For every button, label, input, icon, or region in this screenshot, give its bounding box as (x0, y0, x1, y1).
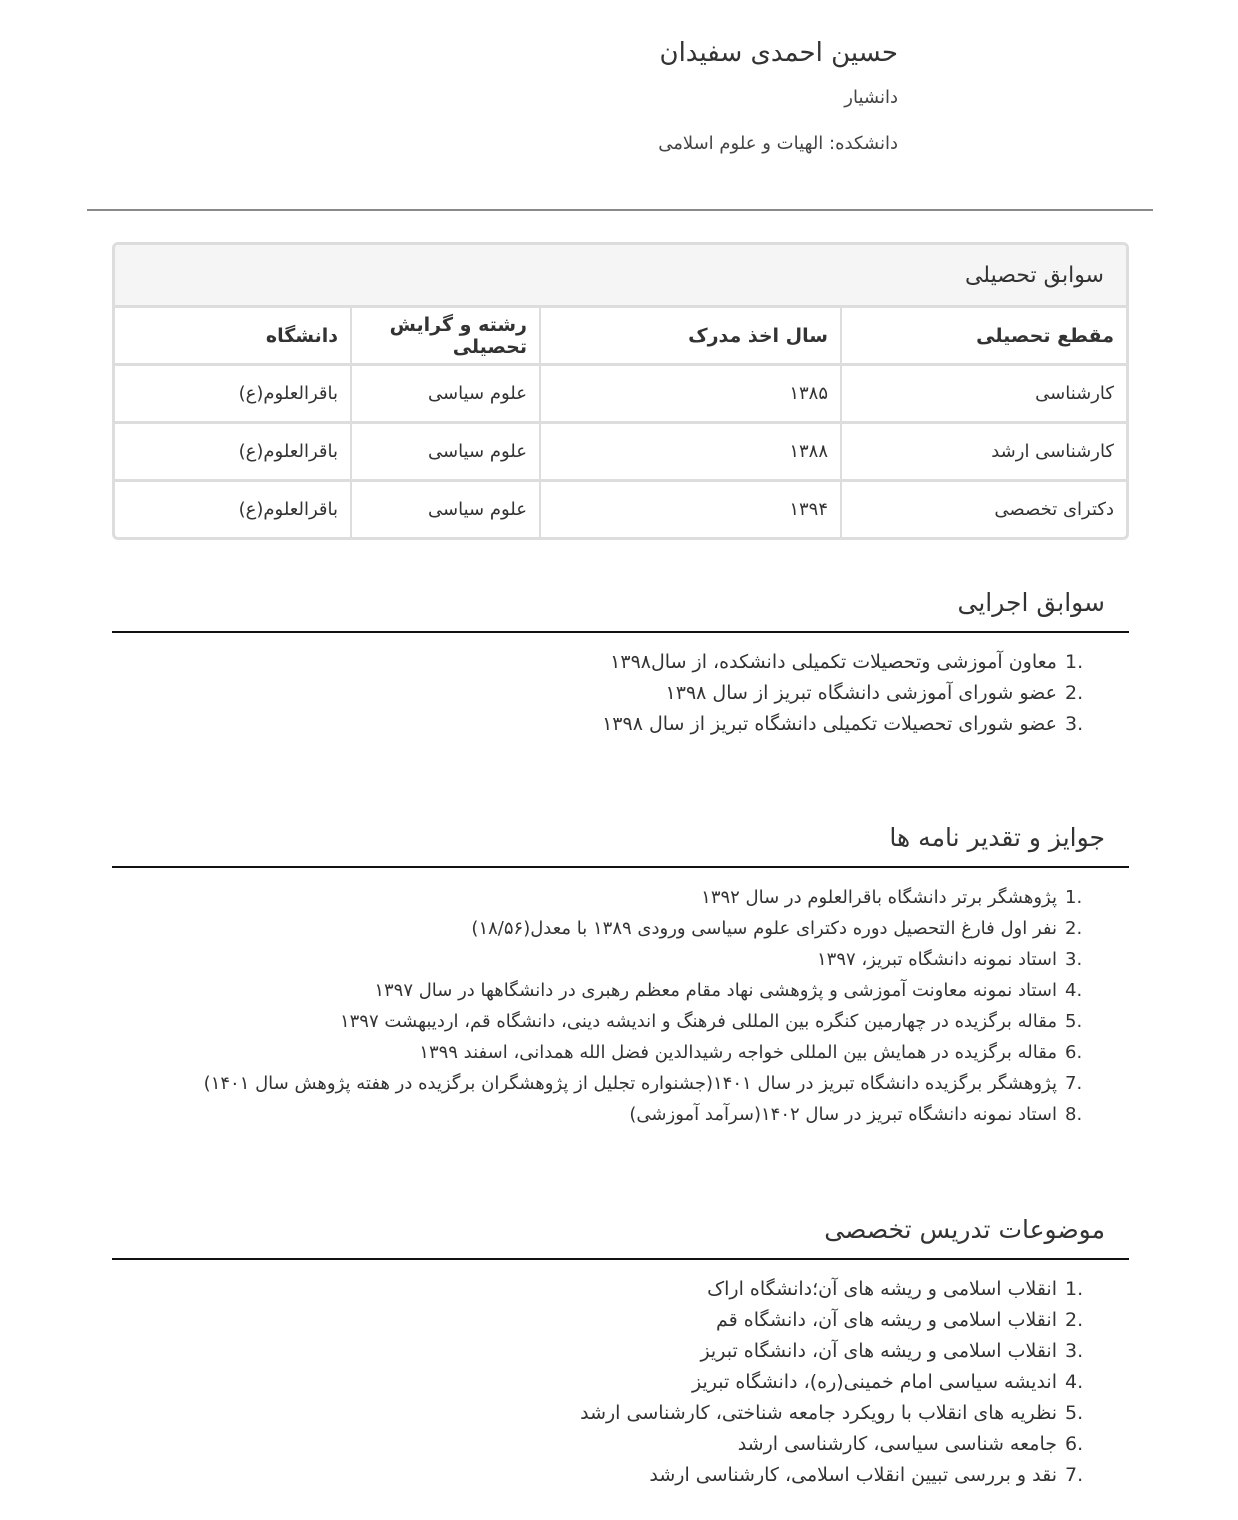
column-header-year: سال اخذ مدرک (540, 308, 841, 365)
education-panel-title: سوابق تحصیلی (115, 245, 1126, 308)
list-item (112, 1460, 1095, 1491)
list-item (112, 678, 1095, 709)
list-item (112, 1006, 1095, 1037)
cell-field: علوم سیاسی (351, 423, 540, 481)
list-item-number: 5. (1065, 1011, 1083, 1032)
list-item (112, 1429, 1095, 1460)
profile-header (298, 30, 898, 156)
list-item-text: انقلاب اسلامی و ریشه های آن؛دانشگاه اراک (707, 1278, 1057, 1300)
list-item-number: 1. (1065, 651, 1084, 673)
list-item-number: 1. (1065, 887, 1083, 908)
cell-year: ۱۳۸۵ (540, 365, 841, 423)
list-item-number: 2. (1065, 1309, 1084, 1331)
cell-field: علوم سیاسی (351, 365, 540, 423)
list-item (112, 1037, 1095, 1068)
list-item-number: 8. (1065, 1104, 1083, 1125)
cell-year: ۱۳۸۸ (540, 423, 841, 481)
cell-university: باقرالعلوم(ع) (238, 499, 338, 520)
list-item-text: پژوهشگر برتر دانشگاه باقرالعلوم در سال ۱۳۹۲ (701, 887, 1057, 908)
list-item-text: معاون آموزشی وتحصیلات تکمیلی دانشکده، از سال۱۳۹۸ (610, 651, 1057, 673)
list-item-number: 3. (1065, 949, 1083, 970)
list-item (112, 1398, 1095, 1429)
list-item (112, 647, 1095, 678)
list-item-number: 2. (1065, 918, 1083, 939)
list-item-number: 1. (1065, 1278, 1084, 1300)
teaching-list (112, 1274, 1129, 1491)
list-item-text: عضو شورای آموزشی دانشگاه تبریز از سال ۱۳۹۸ (665, 682, 1057, 704)
list-item-text: استاد نمونه دانشگاه تبریز، ۱۳۹۷ (816, 949, 1057, 970)
professor-name: حسین احمدی سفیدان (659, 38, 898, 68)
list-item-number: 7. (1065, 1073, 1083, 1094)
list-item-text: انقلاب اسلامی و ریشه های آن، دانشگاه تبریز (700, 1340, 1057, 1362)
education-panel (112, 242, 1129, 540)
table-row (115, 481, 1126, 538)
header-divider (87, 209, 1153, 211)
executive-section (112, 575, 1129, 740)
list-item-number: 3. (1065, 1340, 1084, 1362)
list-item (112, 913, 1095, 944)
table-row (115, 423, 1126, 481)
list-item-number: 4. (1065, 1371, 1084, 1393)
list-item-text: استاد نمونه دانشگاه تبریز در سال ۱۴۰۲(سرآمد آموزشی) (629, 1104, 1057, 1125)
academic-rank: دانشیار (844, 87, 898, 108)
list-item-text: انقلاب اسلامی و ریشه های آن، دانشگاه قم (716, 1309, 1057, 1331)
executive-section-title: سوابق اجرایی (112, 575, 1129, 633)
list-item (112, 1099, 1095, 1130)
list-item-number: 3. (1065, 713, 1084, 735)
list-item-number: 5. (1065, 1402, 1084, 1424)
list-item (112, 1068, 1095, 1099)
teaching-section (112, 1202, 1129, 1491)
cell-degree: کارشناسی (841, 365, 1126, 423)
list-item-text: نفر اول فارغ التحصیل دوره دکترای علوم سیاسی ورودی ۱۳۸۹ با معدل(۱۸/۵۶) (471, 918, 1057, 939)
list-item (112, 709, 1095, 740)
list-item-number: 4. (1065, 980, 1083, 1001)
awards-section-title: جوایز و تقدیر نامه ها (112, 810, 1129, 868)
education-table-header-row (115, 308, 1126, 365)
table-row (115, 365, 1126, 423)
column-header-field: رشته و گرایش تحصیلی (351, 308, 540, 365)
list-item-text: مقاله برگزیده در چهارمین کنگره بین المللی فرهنگ و اندیشه دینی، دانشگاه قم، اردیبهشت ۱۳۹۷ (339, 1011, 1057, 1032)
list-item-text: اندیشه سیاسی امام خمینی(ره)، دانشگاه تبریز (692, 1371, 1057, 1393)
list-item (112, 1305, 1095, 1336)
awards-list (112, 882, 1129, 1130)
executive-list (112, 647, 1129, 740)
list-item-number: 2. (1065, 682, 1084, 704)
list-item (112, 1336, 1095, 1367)
list-item-text: مقاله برگزیده در همایش بین المللی خواجه رشیدالدین فضل الله همدانی، اسفند ۱۳۹۹ (419, 1042, 1057, 1063)
list-item-text: نقد و بررسی تبیین انقلاب اسلامی، کارشناسی ارشد (649, 1464, 1057, 1486)
teaching-section-title: موضوعات تدریس تخصصی (112, 1202, 1129, 1260)
education-table (115, 308, 1126, 537)
cell-field: علوم سیاسی (351, 481, 540, 538)
list-item-number: 6. (1065, 1042, 1083, 1063)
list-item (112, 975, 1095, 1006)
faculty-name: دانشکده: الهیات و علوم اسلامی (658, 133, 898, 154)
column-header-university: دانشگاه (115, 308, 351, 365)
cell-university: باقرالعلوم(ع) (115, 423, 351, 481)
list-item (112, 1274, 1095, 1305)
cell-year: ۱۳۹۴ (540, 481, 841, 538)
awards-section (112, 810, 1129, 1130)
cell-university: باقرالعلوم(ع) (115, 365, 351, 423)
cell-degree: دکترای تخصصی (841, 481, 1126, 538)
list-item (112, 1367, 1095, 1398)
column-header-degree: مقطع تحصیلی (841, 308, 1126, 365)
list-item-text: عضو شورای تحصیلات تکمیلی دانشگاه تبریز از سال ۱۳۹۸ (602, 713, 1057, 735)
list-item-text: جامعه شناسی سیاسی، کارشناسی ارشد (737, 1433, 1057, 1455)
cell-degree: کارشناسی ارشد (841, 423, 1126, 481)
list-item-number: 7. (1065, 1464, 1084, 1486)
list-item-number: 6. (1065, 1433, 1084, 1455)
list-item-text: استاد نمونه معاونت آموزشی و پژوهشی نهاد مقام معظم رهبری در دانشگاهها در سال ۱۳۹۷ (374, 980, 1057, 1001)
list-item-text: پژوهشگر برگزیده دانشگاه تبریز در سال ۱۴۰۱(جشنواره تجلیل از پژوهشگران برگزیده در هفته پژوهش سال ۱۴۰۱) (203, 1073, 1057, 1094)
list-item (112, 882, 1095, 913)
list-item (112, 944, 1095, 975)
list-item-text: نظریه های انقلاب با رویکرد جامعه شناختی، کارشناسی ارشد (580, 1402, 1057, 1424)
